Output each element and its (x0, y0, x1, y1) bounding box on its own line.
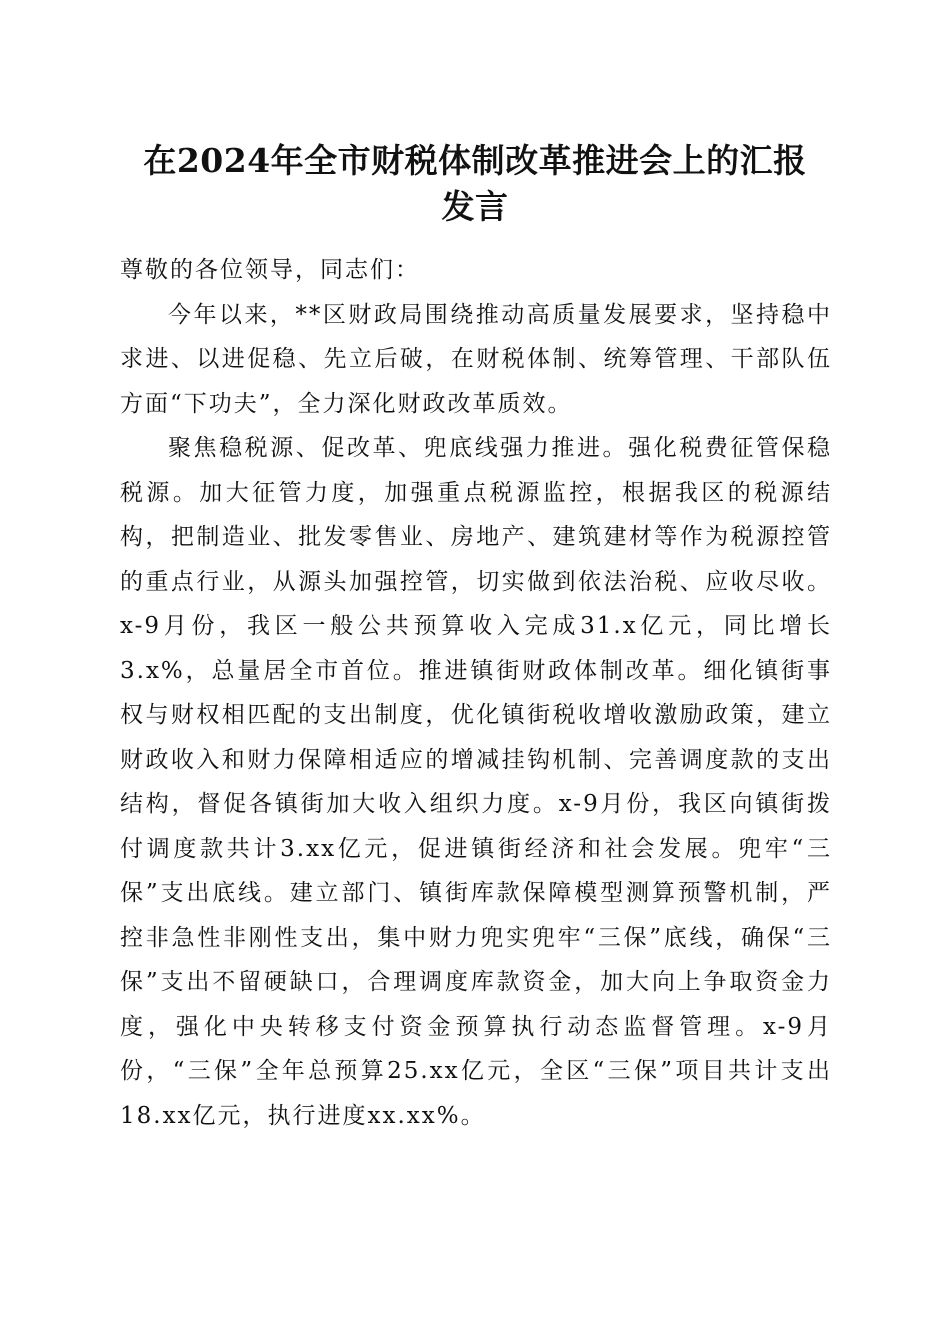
paragraph-tax-reform: 聚焦稳税源、促改革、兜底线强力推进。强化税费征管保稳税源。加大征管力度，加强重点税源监控，根据我区的税源结构，把制造业、批发零售业、房地产、建筑建材等作为税源控管的重点行业，从源头加强控管，切实做到依法治税、应收尽收。x-9月份，我区一般公共预算收入完成31.x亿元，同比增长3.x%，总量居全市首位。推进镇街财政体制改革。细化镇街事权与财权相匹配的支出制度，优化镇街税收增收激励政策，建立财政收入和财力保障相适应的增减挂钩机制、完善调度款的支出结构，督促各镇街加大收入组织力度。x-9月份，我区向镇街拨付调度款共计3.xx亿元，促进镇街经济和社会发展。兜牢“三保”支出底线。建立部门、镇街库款保障模型测算预警机制，严控非急性非刚性支出，集中财力兜实兜牢“三保”底线，确保“三保”支出不留硬缺口，合理调度库款资金，加大向上争取资金力度，强化中央转移支付资金预算执行动态监督管理。x-9月份，“三保”全年总预算25.xx亿元，全区“三保”项目共计支出18.xx亿元，执行进度xx.xx%。 (120, 435, 832, 1129)
title-line-1: 在2024年全市财税体制改革推进会上的汇报 (143, 141, 807, 180)
document-body (120, 248, 832, 1138)
title-line-2: 发言 (441, 187, 509, 226)
document-title (110, 138, 840, 230)
paragraph-intro: 今年以来，**区财政局围绕推动高质量发展要求，坚持稳中求进、以进促稳、先立后破，在财税体制、统筹管理、干部队伍方面“下功夫”，全力深化财政改革质效。 (120, 301, 832, 417)
salutation: 尊敬的各位领导，同志们： (120, 257, 420, 283)
